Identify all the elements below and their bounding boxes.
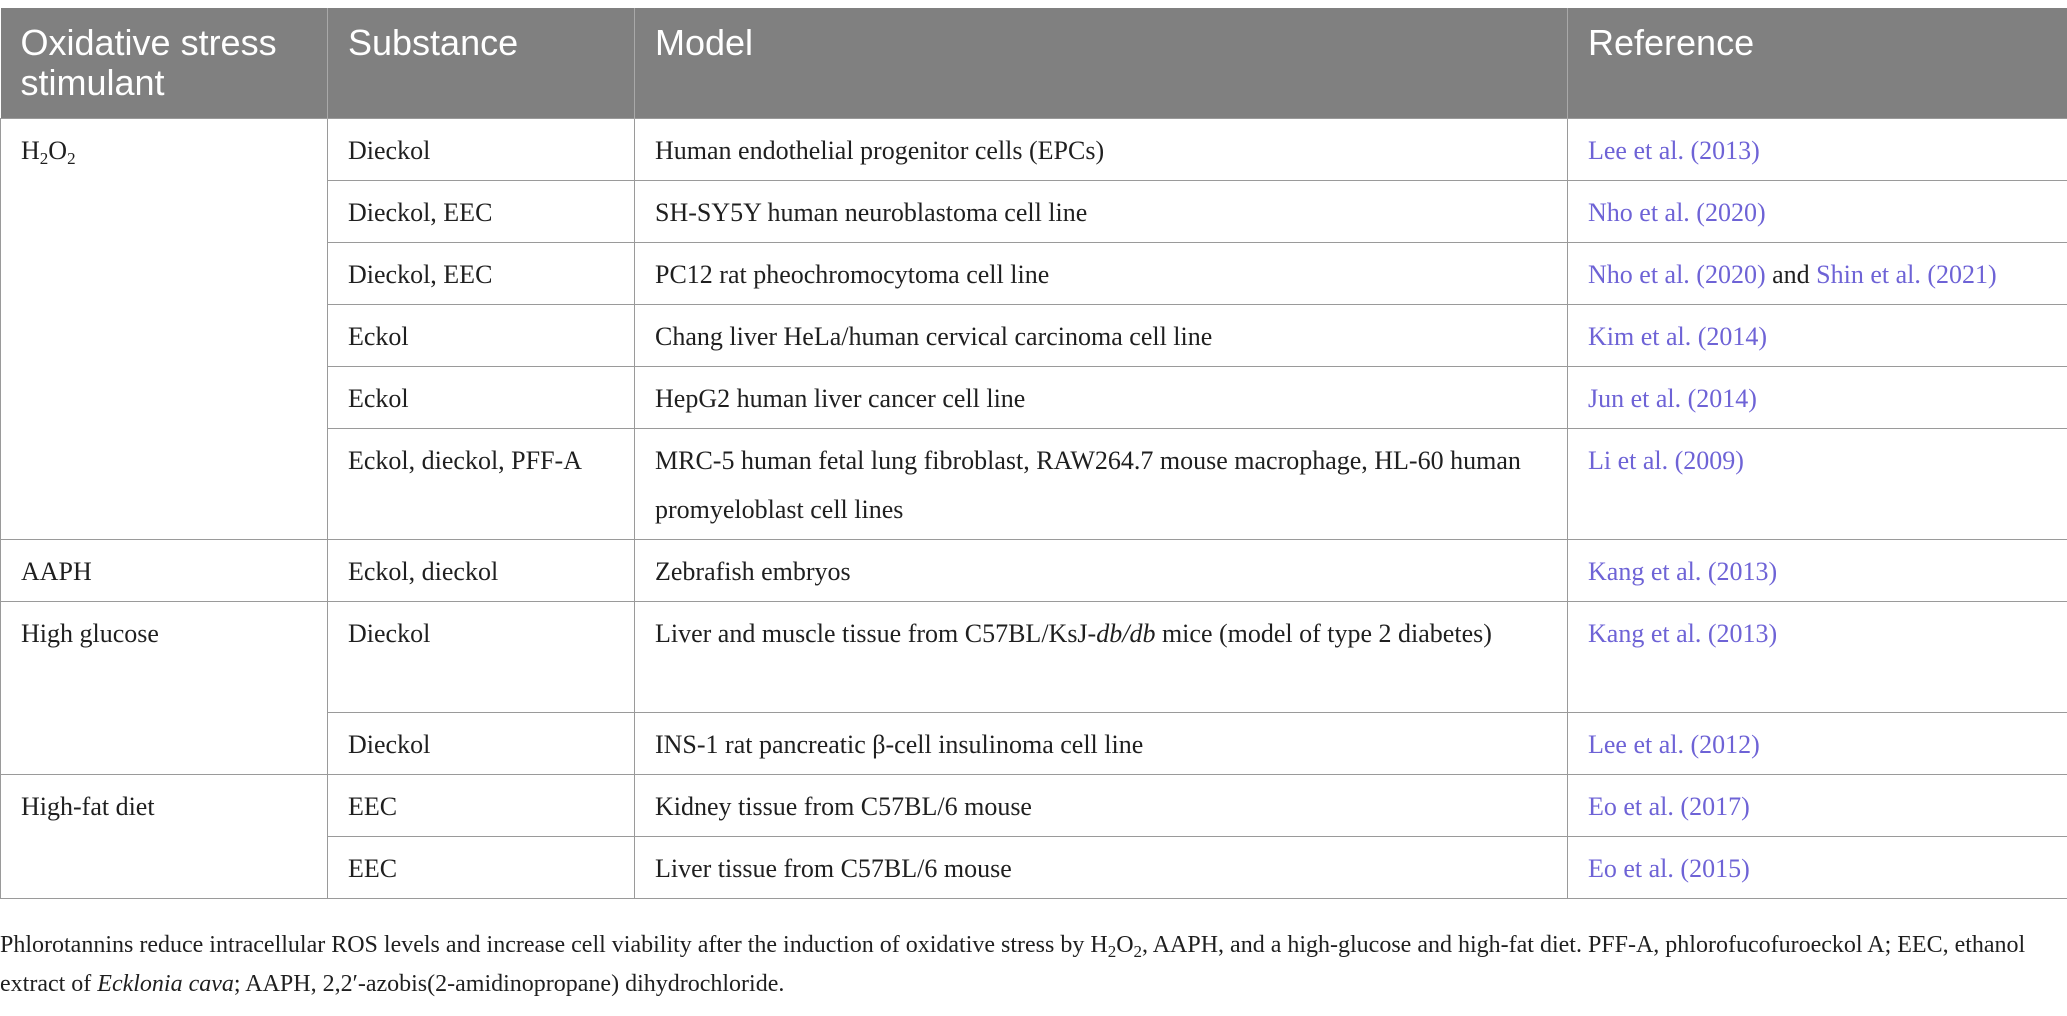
table-row: [1, 774, 2067, 836]
substance-cell: Eckol: [328, 304, 635, 366]
model-cell: SH-SY5Y human neuroblastoma cell line: [635, 180, 1568, 242]
substance-cell: Eckol, dieckol, PFF-A: [328, 428, 635, 539]
model-cell: Kidney tissue from C57BL/6 mouse: [635, 774, 1568, 836]
reference-cell: [1568, 428, 2067, 539]
substance-cell: Dieckol: [328, 118, 635, 180]
header-row: [1, 8, 2067, 118]
substance-cell: EEC: [328, 836, 635, 898]
reference-link[interactable]: Lee et al. (2013): [1588, 135, 1760, 165]
table-row: [1, 601, 2067, 712]
reference-link[interactable]: Li et al. (2009): [1588, 445, 1744, 475]
substance-cell: Dieckol: [328, 601, 635, 712]
model-cell: MRC-5 human fetal lung fibroblast, RAW264.7 mouse macrophage, HL-60 human promyeloblast cell lines: [635, 428, 1568, 539]
model-cell: Liver tissue from C57BL/6 mouse: [635, 836, 1568, 898]
reference-cell: [1568, 774, 2067, 836]
reference-cell: [1568, 304, 2067, 366]
model-cell: PC12 rat pheochromocytoma cell line: [635, 242, 1568, 304]
phlorotannin-table: [0, 8, 2067, 899]
reference-cell: [1568, 601, 2067, 712]
reference-cell: [1568, 118, 2067, 180]
model-cell: HepG2 human liver cancer cell line: [635, 366, 1568, 428]
table-row: [1, 539, 2067, 601]
model-cell: INS-1 rat pancreatic β-cell insulinoma cell line: [635, 712, 1568, 774]
reference-joiner: and: [1765, 259, 1817, 289]
reference-link[interactable]: Nho et al. (2020): [1588, 197, 1766, 227]
reference-link[interactable]: Eo et al. (2017): [1588, 791, 1750, 821]
reference-cell: [1568, 180, 2067, 242]
stimulant-cell: High-fat diet: [1, 774, 328, 898]
reference-link[interactable]: Jun et al. (2014): [1588, 383, 1757, 413]
header-stimulant: Oxidative stress stimulant: [1, 8, 328, 118]
substance-cell: Dieckol, EEC: [328, 242, 635, 304]
reference-link[interactable]: Kang et al. (2013): [1588, 618, 1778, 648]
reference-cell: [1568, 366, 2067, 428]
header-model: Model: [635, 8, 1568, 118]
model-cell: Zebrafish embryos: [635, 539, 1568, 601]
model-cell: Chang liver HeLa/human cervical carcinoma cell line: [635, 304, 1568, 366]
reference-cell: [1568, 539, 2067, 601]
stimulant-cell: AAPH: [1, 539, 328, 601]
reference-cell: [1568, 712, 2067, 774]
header-substance: Substance: [328, 8, 635, 118]
reference-cell: [1568, 242, 2067, 304]
table-caption: Phlorotannins reduce intracellular ROS levels and increase cell viability after the induction of oxidative stress by $H_2O_2$, AAPH, and a high-glucose and high-fat diet. PFF-A, phlorofucofuroeckol A; EEC, ethanol extract of Ecklonia cava; AAPH, 2,2′-azobis(2-amidinopropane) dihydrochloride.: [0, 932, 2026, 997]
substance-cell: Eckol, dieckol: [328, 539, 635, 601]
table-row: [1, 118, 2067, 180]
header-reference: Reference: [1568, 8, 2067, 118]
reference-link[interactable]: Kang et al. (2013): [1588, 556, 1778, 586]
reference-link[interactable]: Nho et al. (2020): [1588, 259, 1766, 289]
stimulant-cell-h2o2: [1, 118, 328, 539]
model-cell: Liver and muscle tissue from C57BL/KsJ-db/db mice (model of type 2 diabetes): [635, 601, 1568, 712]
model-cell: Human endothelial progenitor cells (EPCs): [635, 118, 1568, 180]
substance-cell: EEC: [328, 774, 635, 836]
stimulant-cell: High glucose: [1, 601, 328, 774]
substance-cell: Eckol: [328, 366, 635, 428]
reference-link[interactable]: Eo et al. (2015): [1588, 853, 1750, 883]
reference-link[interactable]: Kim et al. (2014): [1588, 321, 1768, 351]
reference-link[interactable]: Lee et al. (2012): [1588, 729, 1760, 759]
substance-cell: Dieckol: [328, 712, 635, 774]
reference-cell: [1568, 836, 2067, 898]
reference-link[interactable]: Shin et al. (2021): [1816, 259, 1997, 289]
substance-cell: Dieckol, EEC: [328, 180, 635, 242]
stimulant-h2o2: $H_2O_2$: [21, 135, 76, 168]
